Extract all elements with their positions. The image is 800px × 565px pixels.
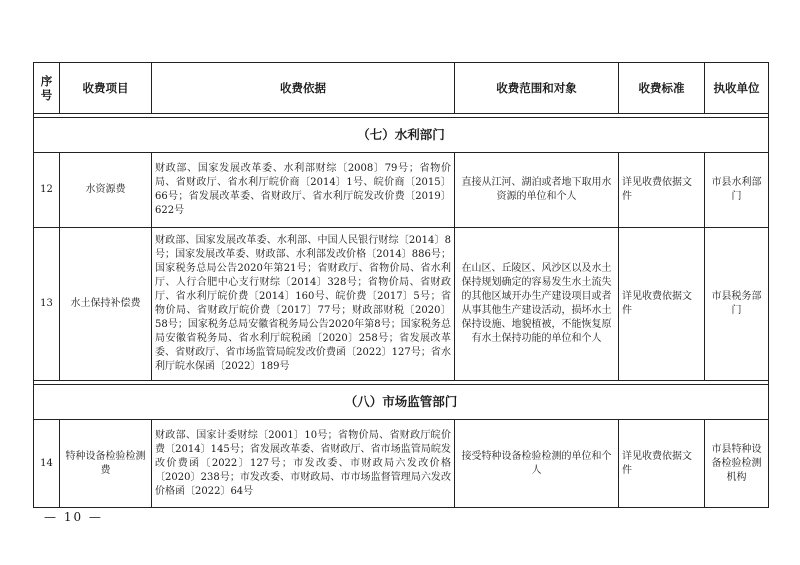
section-row — [34, 118, 769, 153]
table-row — [34, 420, 769, 508]
section-title-water: （七）水利部门 — [34, 118, 769, 153]
row-basis: 财政部、国家发展改革委、水利部财综〔2008〕79号；省物价局、省财政厅、省水利厅皖价商〔2014〕1号、皖价商〔2015〕66号；省发展改革委、省财政厅、省水利厅皖发改价费〔2019〕622号 — [152, 153, 455, 228]
row-unit: 市县水利部门 — [705, 153, 769, 228]
table-row — [34, 153, 769, 228]
row-unit: 市县税务部门 — [705, 228, 769, 381]
header-standard: 收费标准 — [619, 63, 705, 114]
row-item: 水资源费 — [60, 153, 152, 228]
row-scope: 在山区、丘陵区、风沙区以及水土保持规划确定的容易发生水土流失的其他区域开办生产建设项目或者从事其他生产建设活动，损坏水土保持设施、地貌植被，不能恢复原有水土保持功能的单位和个人 — [455, 228, 619, 381]
row-no: 13 — [34, 228, 60, 381]
row-scope: 接受特种设备检验检测的单位和个人 — [455, 420, 619, 508]
row-standard: 详见收费依据文件 — [619, 228, 705, 381]
row-item: 特种设备检验检测费 — [60, 420, 152, 508]
row-no: 14 — [34, 420, 60, 508]
row-basis: 财政部、国家发展改革委、水利部、中国人民银行财综〔2014〕8号；国家发展改革委、财政部、水利部发改价格〔2014〕886号；国家税务总局公告2020年第21号；省财政厅、省物价局、省水利厅、人行合肥中心支行财综〔2014〕328号；省物价局、省财政厅、省水利厅皖价费〔2014〕160号、皖价费〔2017〕5号；省物价局、省财政厅皖价费〔2017〕77号；财政部财税〔2020〕58号；国家税务总局安徽省税务局公告2020年第8号；国家税务总局安徽省税务局、省水利厅皖税函〔2020〕258号；省发展改革委、省财政厅、省市场监管局皖发改价费函〔2022〕127号；省水利厅皖水保函〔2022〕189号 — [152, 228, 455, 381]
header-item: 收费项目 — [60, 63, 152, 114]
header-unit: 执收单位 — [705, 63, 769, 114]
row-unit: 市县特种设备检验检测机构 — [705, 420, 769, 508]
fee-table — [33, 62, 769, 508]
page-number: — 10 — — [44, 510, 103, 524]
row-standard: 详见收费依据文件 — [619, 420, 705, 508]
row-item: 水土保持补偿费 — [60, 228, 152, 381]
row-no: 12 — [34, 153, 60, 228]
header-scope: 收费范围和对象 — [455, 63, 619, 114]
table-row — [34, 228, 769, 381]
row-basis: 财政部、国家计委财综〔2001〕10号；省物价局、省财政厅皖价费〔2014〕145号；省发展改革委、省财政厅、省市场监管局皖发改价费函〔2022〕127号；市发改委、市财政局六发改价格〔2020〕238号；市发改委、市财政局、市市场监督管理局六发改价格函〔2022〕64号 — [152, 420, 455, 508]
row-scope: 直接从江河、湖泊或者地下取用水资源的单位和个人 — [455, 153, 619, 228]
row-standard: 详见收费依据文件 — [619, 153, 705, 228]
section-title-market: （八）市场监管部门 — [34, 385, 769, 420]
table-header-row — [34, 63, 769, 114]
header-no: 序号 — [34, 63, 60, 114]
section-row — [34, 385, 769, 420]
header-basis: 收费依据 — [152, 63, 455, 114]
